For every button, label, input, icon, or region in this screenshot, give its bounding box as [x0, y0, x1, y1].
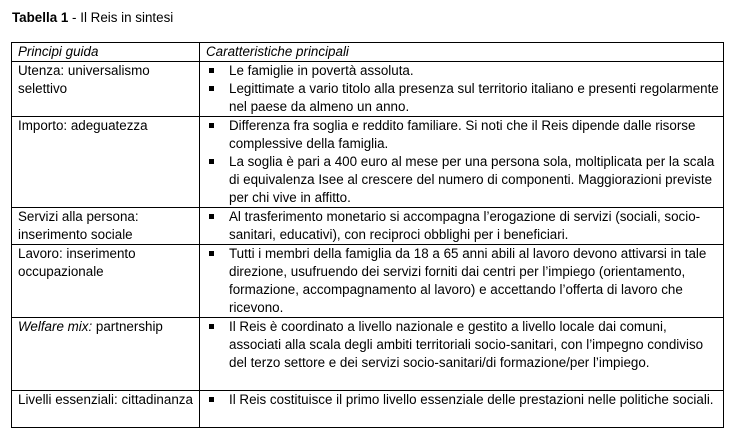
- header-principles: Principi guida: [12, 43, 200, 62]
- principle-rest: partnership: [92, 319, 163, 334]
- list-item-text: Differenza fra soglia e reddito familiare. Si noti che il Reis dipende dalle risorse complessive della famiglia.: [229, 118, 696, 151]
- list-item-text: Il Reis è coordinato a livello nazionale e gestito a livello locale dai comuni, associati alla scala degli ambiti territoriali socio-sanitari, con l’impegno condiviso del terzo settore e dei servizi socio-sanitari/di formazione/per l’impiego.: [229, 319, 704, 370]
- principle-italic-term: Welfare mix:: [18, 319, 93, 334]
- square-bullet-icon: [209, 251, 214, 256]
- characteristics-cell: [200, 208, 724, 245]
- table-row: [12, 245, 724, 318]
- list-item-text: Le famiglie in povertà assoluta.: [229, 63, 414, 78]
- list-item: [206, 80, 723, 116]
- bullet-list: [206, 318, 723, 372]
- principle-cell: Importo: adeguatezza: [12, 117, 200, 208]
- list-item-text: La soglia è pari a 400 euro al mese per una persona sola, moltiplicata per la scala di equivalenza Isee al crescere del numero di componenti. Maggiorazioni previste per chi vive in affitto.: [229, 154, 715, 205]
- caption-separator: -: [68, 10, 81, 25]
- table-caption: [12, 9, 173, 27]
- table-row: [12, 62, 724, 117]
- bullet-list: [206, 391, 723, 409]
- bullet-list: [206, 208, 723, 244]
- square-bullet-icon: [209, 397, 214, 402]
- caption-label: Tabella 1: [12, 10, 69, 25]
- square-bullet-icon: [209, 214, 214, 219]
- square-bullet-icon: [209, 159, 214, 164]
- bullet-list: [206, 62, 723, 116]
- table-row: [12, 391, 724, 428]
- principle-cell: Livelli essenziali: cittadinanza: [12, 391, 200, 428]
- list-item: [206, 62, 723, 80]
- caption-title: Il Reis in sintesi: [80, 10, 174, 25]
- square-bullet-icon: [209, 324, 214, 329]
- square-bullet-icon: [209, 123, 214, 128]
- square-bullet-icon: [209, 86, 214, 91]
- characteristics-cell: [200, 391, 724, 428]
- characteristics-cell: [200, 318, 724, 391]
- list-item: [206, 245, 723, 317]
- bullet-list: [206, 245, 723, 317]
- table-row: [12, 208, 724, 245]
- summary-table: [11, 42, 724, 428]
- header-characteristics: Caratteristiche principali: [200, 43, 724, 62]
- list-item-text: Tutti i membri della famiglia da 18 a 65 anni abili al lavoro devono attivarsi in tale direzione, usufruendo dei servizi forniti dai centri per l’impiego (orientamento, formazione, accompagnamento al lavoro) e accettando l’offerta di lavoro che ricevono.: [229, 246, 707, 315]
- list-item: [206, 153, 723, 207]
- bullet-list: [206, 117, 723, 207]
- list-item-text: Al trasferimento monetario si accompagna l’erogazione di servizi (sociali, socio-sanitari, educativi), con reciproci obblighi per i beneficiari.: [229, 209, 701, 242]
- principle-cell: Utenza: universalismo selettivo: [12, 62, 200, 117]
- characteristics-cell: [200, 117, 724, 208]
- table-row: [12, 318, 724, 391]
- table-header-row: [12, 43, 724, 62]
- characteristics-cell: [200, 245, 724, 318]
- principle-cell: [12, 318, 200, 391]
- list-item: [206, 208, 723, 244]
- table-row: [12, 117, 724, 208]
- list-item: [206, 391, 723, 409]
- list-item: [206, 117, 723, 153]
- characteristics-cell: [200, 62, 724, 117]
- principle-cell: Servizi alla persona: inserimento sociale: [12, 208, 200, 245]
- list-item-text: Il Reis costituisce il primo livello essenziale delle prestazioni nelle politiche sociali.: [229, 392, 714, 407]
- principle-cell: Lavoro: inserimento occupazionale: [12, 245, 200, 318]
- list-item-text: Legittimate a vario titolo alla presenza sul territorio italiano e presenti regolarmente nel paese da almeno un anno.: [229, 81, 719, 114]
- square-bullet-icon: [209, 68, 214, 73]
- list-item: [206, 318, 723, 372]
